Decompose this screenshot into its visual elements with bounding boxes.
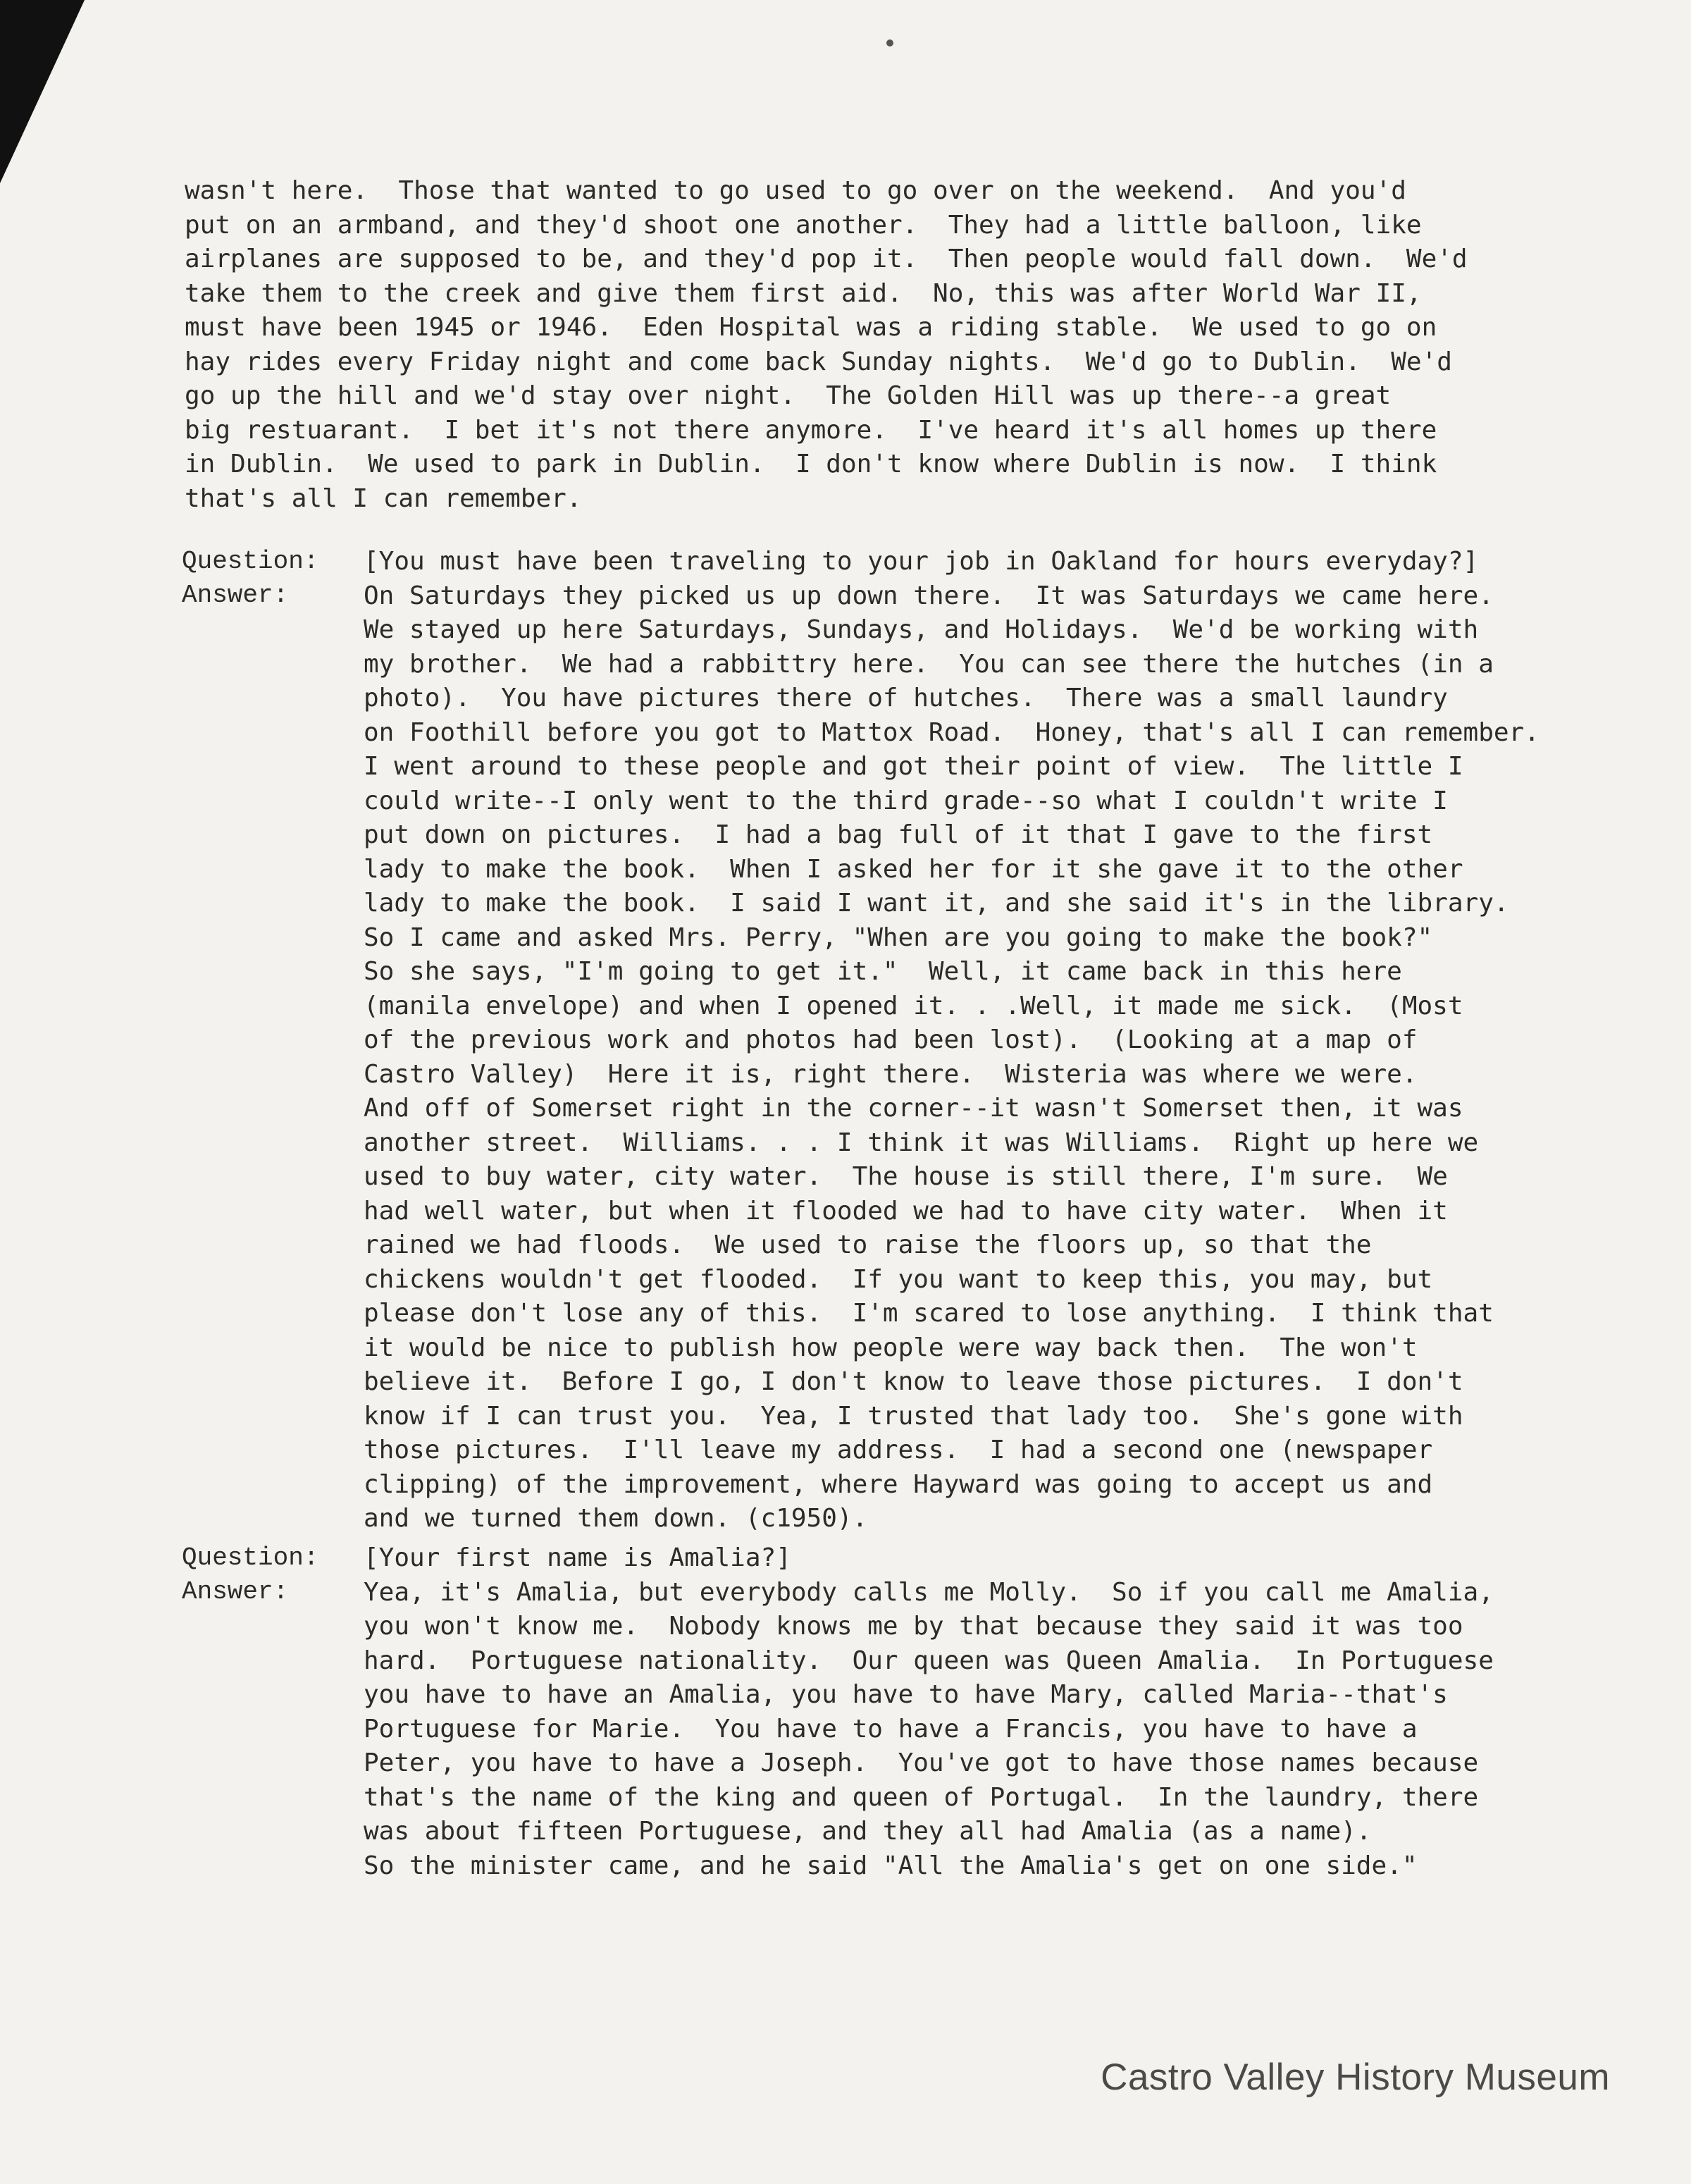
page-corner-fold bbox=[0, 0, 85, 183]
qa-block-2 bbox=[182, 1541, 1654, 1880]
question-label: Question: bbox=[182, 547, 319, 576]
answer-label: Answer: bbox=[182, 581, 289, 610]
answer-label: Answer: bbox=[182, 1577, 289, 1606]
museum-watermark: Castro Valley History Museum bbox=[1101, 2056, 1610, 2098]
punch-dot bbox=[886, 39, 893, 47]
answer-text: [Your first name is Amalia?] Yea, it's Amalia, but everybody calls me Molly. So if you call me Amalia, you won't know me. Nobody knows me by that because they said it was too hard. Portuguese nationality. Our queen was Queen Amalia. In Portuguese you have to have an Amalia, you have to have Mary, called Maria--that's Portuguese for Marie. You have to have a Francis, you have to have a Peter, you have to have a Joseph. You've got to have those names because that's the name of the king and queen of Portugal. In the laundry, there was about fifteen Portuguese, and they all had Amalia (as a name). So the minister came, and he said "All the Amalia's get on one side." bbox=[364, 1543, 1494, 1880]
answer-text: [You must have been traveling to your job in Oakland for hours everyday?] On Saturdays they picked us up down there. It was Saturdays we came here. We stayed up here Saturdays, Sundays, and Holidays. We'd be working with my brother. We had a rabbittry here. You can see there the hutches (in a photo). You have pictures there of hutches. There was a small laundry on Foothill before you got to Mattox Road. Honey, that's all I can remember. I went around to these people and got their point of view. The little I could write--I only went to the third grade--so what I couldn't write I put down on pictures. I had a bag full of it that I gave to the first lady to make the book. When I asked her for it she gave it to the other lady to make the book. I said I want it, and she said it's in the library. So I came and asked Mrs. Perry, "When are you going to make the book?" So she says, "I'm going to get it." Well, it came back in this here (manila envelope) and when I opened it. . .Well, it made me sick. (Most of the previous work and photos had been lost). (Looking at a map of Castro Valley) Here it is, right there. Wisteria was where we were. And off of Somerset right in the corner--it wasn't Somerset then, it was another street. Williams. . . I think it was Williams. Right up here we used to buy water, city water. The house is still there, I'm sure. We had well water, but when it flooded we had to have city water. When it rained we had floods. We used to raise the floors up, so that the chickens wouldn't get flooded. If you want to keep this, you may, but please don't lose any of this. I'm scared to lose anything. I think that it would be nice to publish how people were way back then. The won't believe it. Before I go, I don't know to leave those pictures. I don't know if I can trust you. Yea, I trusted that lady too. She's gone with those pictures. I'll leave my address. I had a second one (newspaper clipping) of the improvement, where Hayward was going to accept us and and we turned them down. (c1950). bbox=[364, 547, 1540, 1533]
intro-paragraph: wasn't here. Those that wanted to go used to go over on the weekend. And you'd put on an armband, and they'd shoot one another. They had a little balloon, like airplanes are supposed to be, and they'd pop it. Then people would fall down. We'd take them to the creek and give them first aid. No, this was after World War II, must have been 1945 or 1946. Eden Hospital was a riding stable. We used to go on hay rides every Friday night and come back Sunday nights. We'd go to Dublin. We'd go up the hill and we'd stay over night. The Golden Hill was up there--a great big restuarant. I bet it's not there anymore. I've heard it's all homes up there in Dublin. We used to park in Dublin. I don't know where Dublin is now. I think that's all I can remember. bbox=[185, 176, 1468, 513]
question-label: Question: bbox=[182, 1543, 319, 1572]
qa-block-1 bbox=[182, 545, 1654, 1533]
